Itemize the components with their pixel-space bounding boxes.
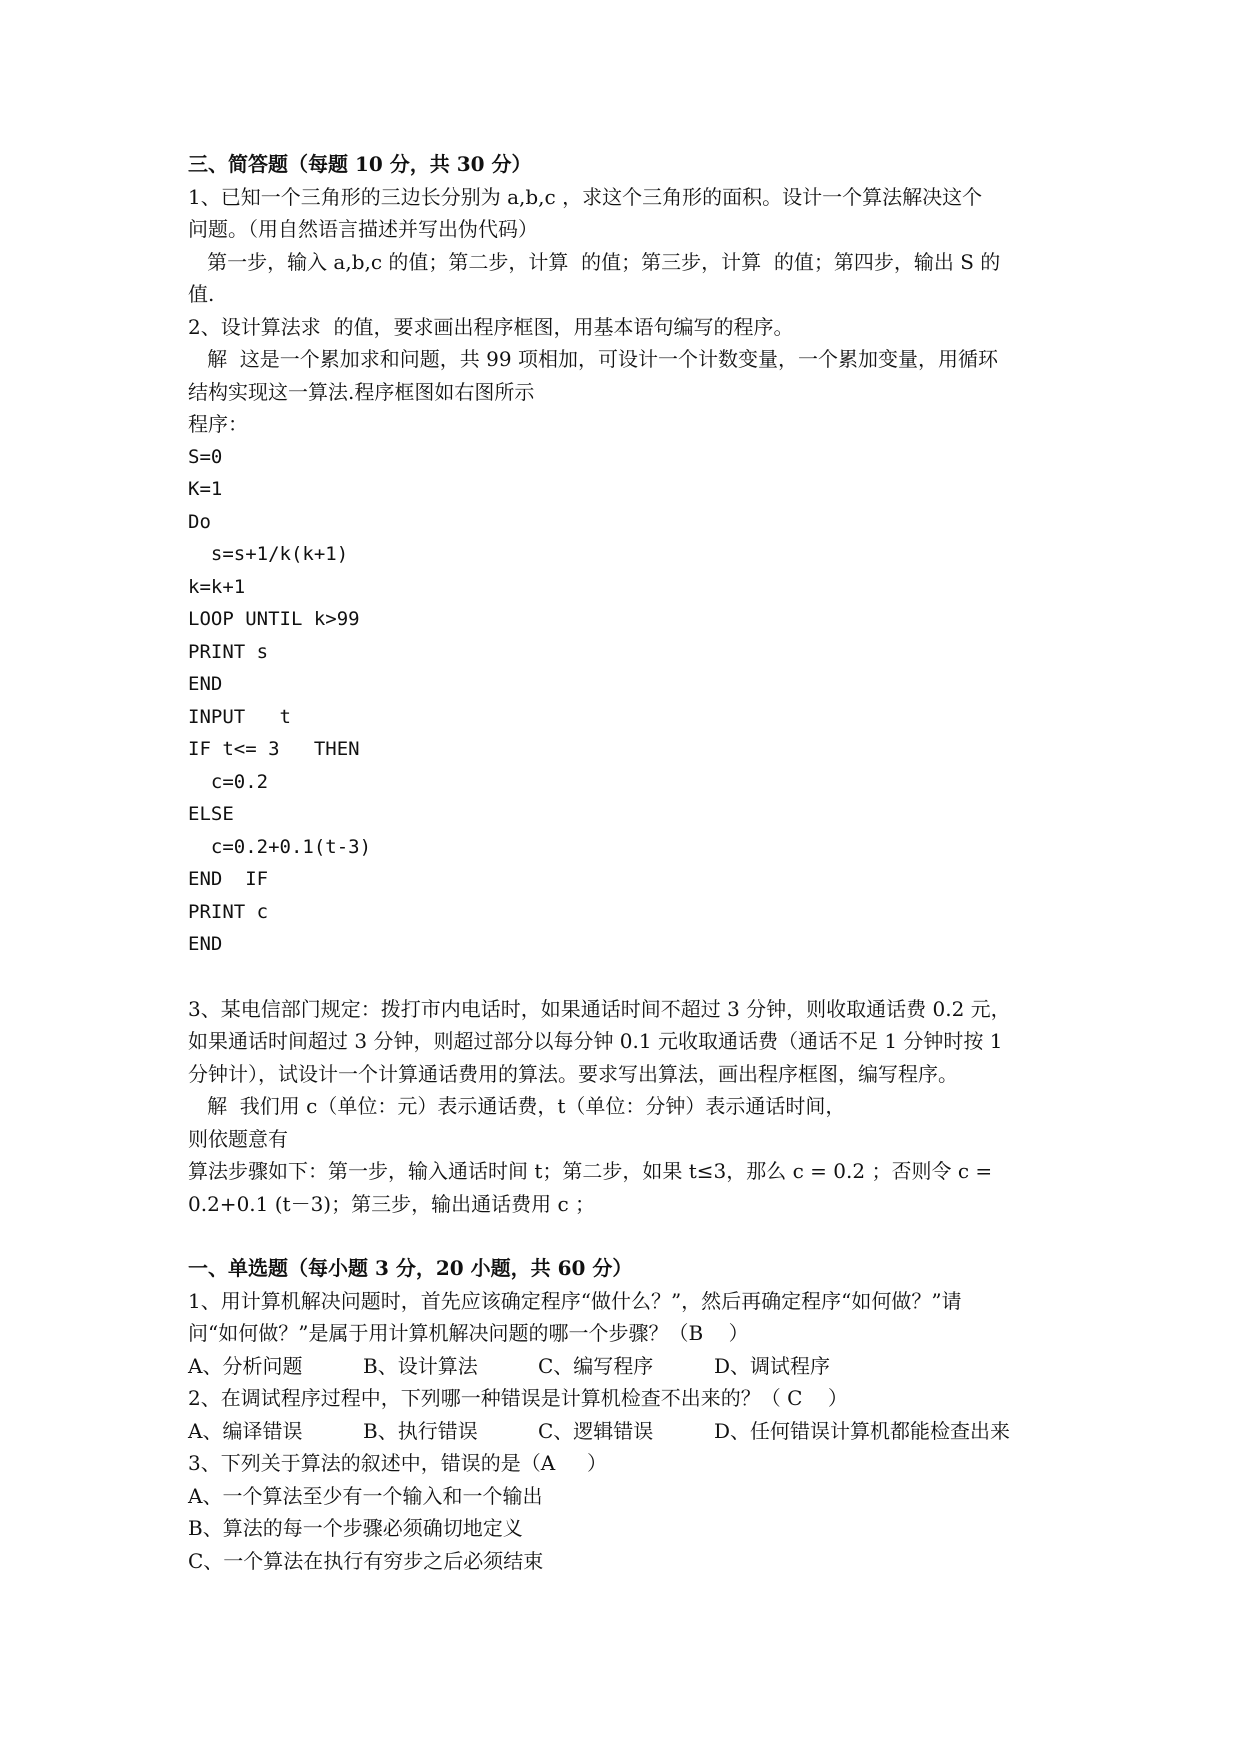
- option-b: B、执行错误: [363, 1418, 478, 1443]
- s1-q1-text-2: 问“如何做？”是属于用计算机解决问题的哪一个步骤？（B ）: [188, 1321, 749, 1345]
- spacer: [188, 1220, 1068, 1252]
- s3-q1-text-1: 1、已知一个三角形的三边长分别为 a,b,c ，求这个三角形的面积。设计一个算法解决这个: [188, 184, 983, 209]
- code-line: c=0.2: [188, 770, 269, 793]
- program-label: 程序：: [188, 412, 248, 436]
- s3-q3-text-3: 分钟计），试设计一个计算通话费用的算法。要求写出算法，画出程序框图，编写程序。: [188, 1061, 958, 1086]
- s1-q1-text-1: 1、用计算机解决问题时，首先应该确定程序“做什么？”，然后再确定程序“如何做？”请: [188, 1288, 962, 1313]
- code-line: c=0.2+0.1(t-3): [188, 835, 372, 858]
- s3-q3-solution-2: 则依题意有: [188, 1126, 288, 1151]
- s3-q2-text: 2、设计算法求 的值，要求画出程序框图，用基本语句编写的程序。: [188, 314, 794, 339]
- option-c: C、编写程序: [538, 1353, 654, 1378]
- s1-q1-options: [188, 1350, 1068, 1383]
- spacer: [188, 961, 1068, 993]
- code-line: INPUT t: [188, 705, 291, 728]
- s3-q2-solution-1: 解 这是一个累加求和问题，共 99 项相加，可设计一个计数变量，一个累加变量，用循环: [188, 347, 998, 371]
- code-line: LOOP UNTIL k>99: [188, 608, 360, 630]
- code-line: S=0: [188, 445, 223, 468]
- code-line: END IF: [188, 868, 269, 890]
- s3-q3-text-1: 3、某电信部门规定：拨打市内电话时，如果通话时间不超过 3 分钟，则收取通话费 0.2 元，: [188, 996, 1011, 1021]
- program-code: [188, 441, 1068, 961]
- option-a: A、一个算法至少有一个输入和一个输出: [188, 1483, 543, 1508]
- option-c: C、逻辑错误: [538, 1418, 654, 1443]
- s1-q2-options: [188, 1415, 1068, 1448]
- s1-q2-text: 2、在调试程序过程中，下列哪一种错误是计算机检查不出来的？（ C ）: [188, 1386, 848, 1410]
- code-line: K=1: [188, 478, 223, 500]
- s3-q1-text-2: 问题。（用自然语言描述并写出伪代码）: [188, 217, 538, 241]
- s3-q3-text-2: 如果通话时间超过 3 分钟，则超过部分以每分钟 0.1 元收取通话费（通话不足 1 分钟时按 1: [188, 1029, 1003, 1053]
- s3-q3-solution-3: 算法步骤如下：第一步，输入通话时间 t；第二步，如果 t≤3，那么 c = 0.2 ；否则令 c =: [188, 1159, 993, 1183]
- option-b: B、设计算法: [363, 1353, 478, 1378]
- s3-q1-answer-1: 第一步，输入 a,b,c 的值；第二步，计算 的值；第三步，计算 的值；第四步，输出 S 的: [188, 249, 1001, 274]
- code-line: ELSE: [188, 803, 234, 825]
- s1-q3-text: 3、下列关于算法的叙述中，错误的是（A ）: [188, 1451, 607, 1475]
- s3-q3-solution-4: 0.2+0.1 (t－3)；第三步，输出通话费用 c ；: [188, 1191, 596, 1216]
- s3-q1-answer-2: 值.: [188, 282, 215, 306]
- option-a: A、分析问题: [188, 1353, 303, 1378]
- section1-heading: 一、单选题（每小题 3 分，20 小题，共 60 分）: [188, 1256, 633, 1280]
- section3-heading: 三、简答题（每题 10 分，共 30 分）: [188, 152, 532, 176]
- document-page: [188, 148, 1068, 1577]
- code-line: END: [188, 673, 223, 695]
- s3-q2-solution-2: 结构实现这一算法.程序框图如右图所示: [188, 379, 535, 404]
- code-line: Do: [188, 510, 211, 533]
- code-line: END: [188, 933, 223, 955]
- code-line: s=s+1/k(k+1): [188, 543, 349, 565]
- code-line: IF t<= 3 THEN: [188, 738, 360, 760]
- code-line: PRINT c: [188, 900, 269, 923]
- option-d: D、任何错误计算机都能检查出来: [714, 1418, 1011, 1443]
- option-c: C、一个算法在执行有穷步之后必须结束: [188, 1548, 544, 1573]
- option-b: B、算法的每一个步骤必须确切地定义: [188, 1516, 523, 1540]
- code-line: PRINT s: [188, 640, 269, 663]
- code-line: k=k+1: [188, 575, 246, 598]
- option-a: A、编译错误: [188, 1418, 303, 1443]
- option-d: D、调试程序: [714, 1353, 831, 1378]
- s3-q3-solution-1: 解 我们用 c（单位：元）表示通话费，t（单位：分钟）表示通话时间，: [188, 1094, 846, 1118]
